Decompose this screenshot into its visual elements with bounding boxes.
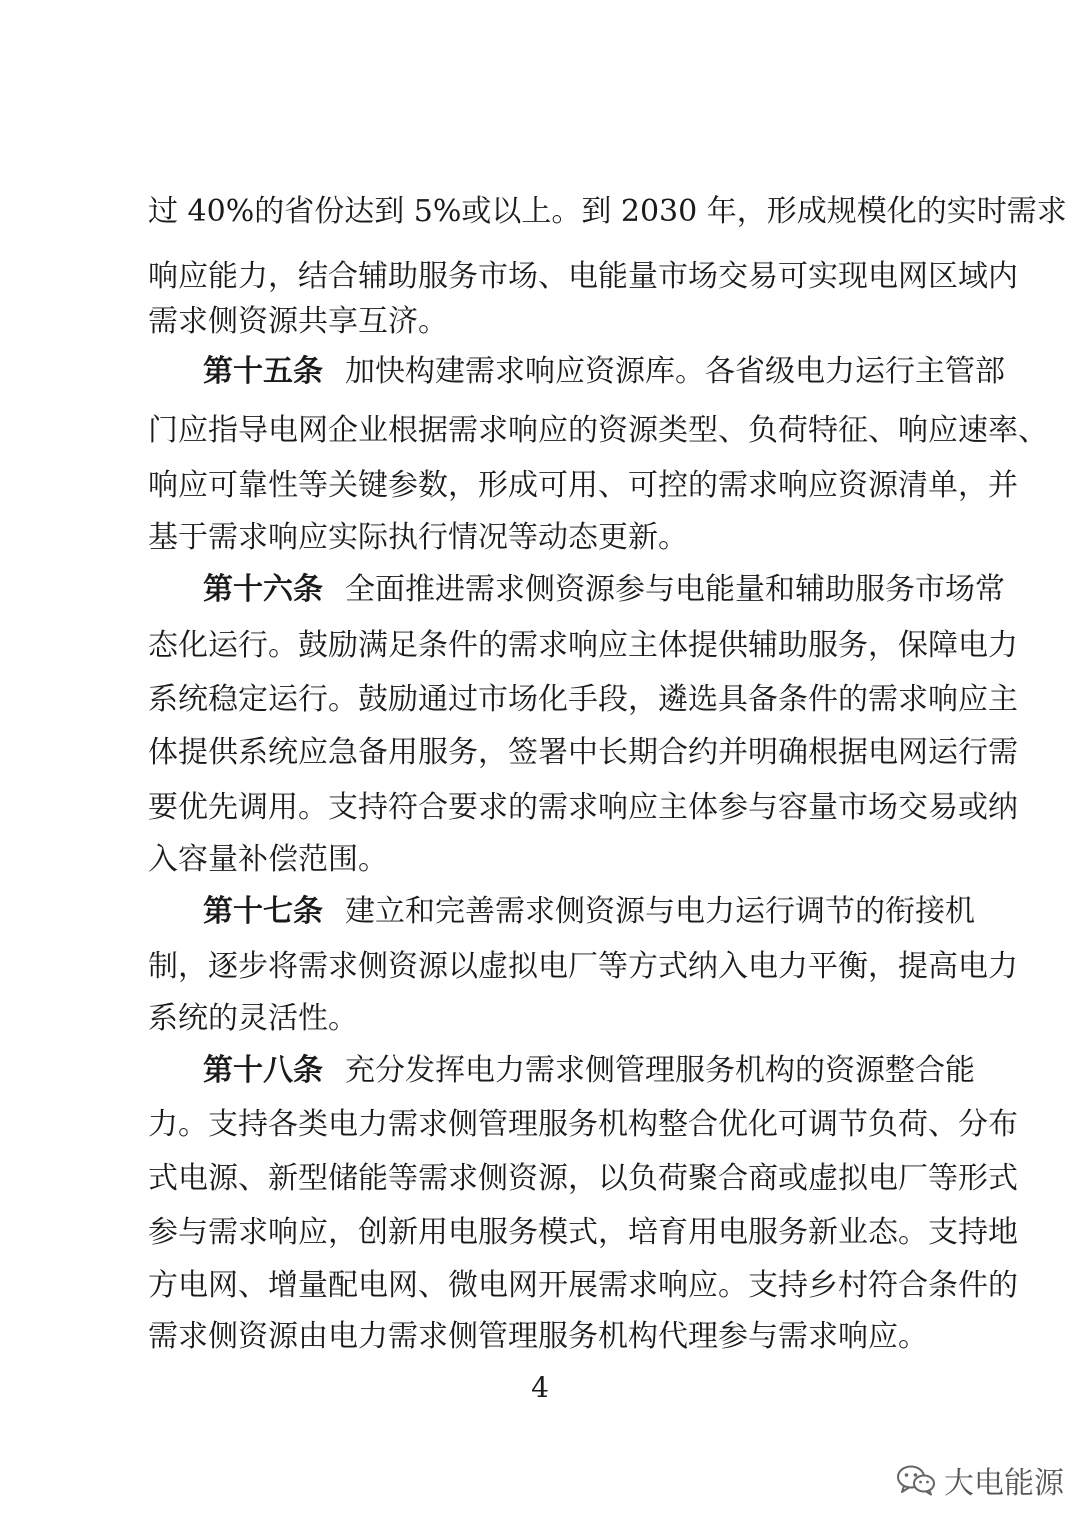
article-18-first-line — [203, 1051, 975, 1091]
article-16-line-2: 态化运行。鼓励满足条件的需求响应主体提供辅助服务，保障电力 — [148, 628, 1018, 663]
article-15-first-line — [203, 352, 1005, 392]
article-17-line-2: 制，逐步将需求侧资源以虚拟电厂等方式纳入电力平衡，提高电力 — [148, 949, 1018, 984]
article-18-heading: 第十八条 — [203, 1053, 323, 1088]
article-18-line-2: 力。支持各类电力需求侧管理服务机构整合优化可调节负荷、分布 — [148, 1107, 1018, 1142]
watermark — [896, 1460, 1064, 1500]
intro-line-2: 响应能力，结合辅助服务市场、电能量市场交易可实现电网区域内 — [148, 259, 1018, 294]
article-16-line-5: 要优先调用。支持符合要求的需求响应主体参与容量市场交易或纳 — [148, 790, 1018, 825]
article-17-line-3: 系统的灵活性。 — [148, 1001, 358, 1036]
article-16-heading: 第十六条 — [203, 572, 323, 607]
article-17-heading: 第十七条 — [203, 894, 323, 929]
article-18-line-3: 式电源、新型储能等需求侧资源，以负荷聚合商或虚拟电厂等形式 — [148, 1161, 1018, 1196]
article-16-first-line — [203, 570, 1005, 610]
article-15-line-2: 门应指导电网企业根据需求响应的资源类型、负荷特征、响应速率、 — [148, 413, 1048, 448]
article-17-first-line — [203, 892, 975, 932]
intro-line-3: 需求侧资源共享互济。 — [148, 304, 448, 339]
article-18-line-6: 需求侧资源由电力需求侧管理服务机构代理参与需求响应。 — [148, 1319, 928, 1354]
article-16-line-3: 系统稳定运行。鼓励通过市场化手段，遴选具备条件的需求响应主 — [148, 682, 1018, 717]
article-16-line-4: 体提供系统应急备用服务，签署中长期合约并明确根据电网运行需 — [148, 735, 1018, 770]
intro-line-1: 过 40%的省份达到 5%或以上。到 2030 年，形成规模化的实时需求 — [148, 194, 1067, 229]
article-18-line-5: 方电网、增量配电网、微电网开展需求响应。支持乡村符合条件的 — [148, 1268, 1018, 1303]
watermark-text: 大电能源 — [944, 1466, 1064, 1501]
article-16-text: 全面推进需求侧资源参与电能量和辅助服务市场常 — [345, 572, 1005, 607]
article-17-text: 建立和完善需求侧资源与电力运行调节的衔接机 — [345, 894, 975, 929]
article-18-line-4: 参与需求响应，创新用电服务模式，培育用电服务新业态。支持地 — [148, 1215, 1018, 1250]
article-15-line-4: 基于需求响应实际执行情况等动态更新。 — [148, 520, 688, 555]
article-16-line-6: 入容量补偿范围。 — [148, 842, 388, 877]
page-number: 4 — [531, 1371, 549, 1404]
article-15-text: 加快构建需求响应资源库。各省级电力运行主管部 — [345, 354, 1005, 389]
article-15-line-3: 响应可靠性等关键参数，形成可用、可控的需求响应资源清单，并 — [148, 468, 1018, 503]
article-18-text: 充分发挥电力需求侧管理服务机构的资源整合能 — [345, 1053, 975, 1088]
wechat-icon — [896, 1464, 936, 1496]
article-15-heading: 第十五条 — [203, 354, 323, 389]
